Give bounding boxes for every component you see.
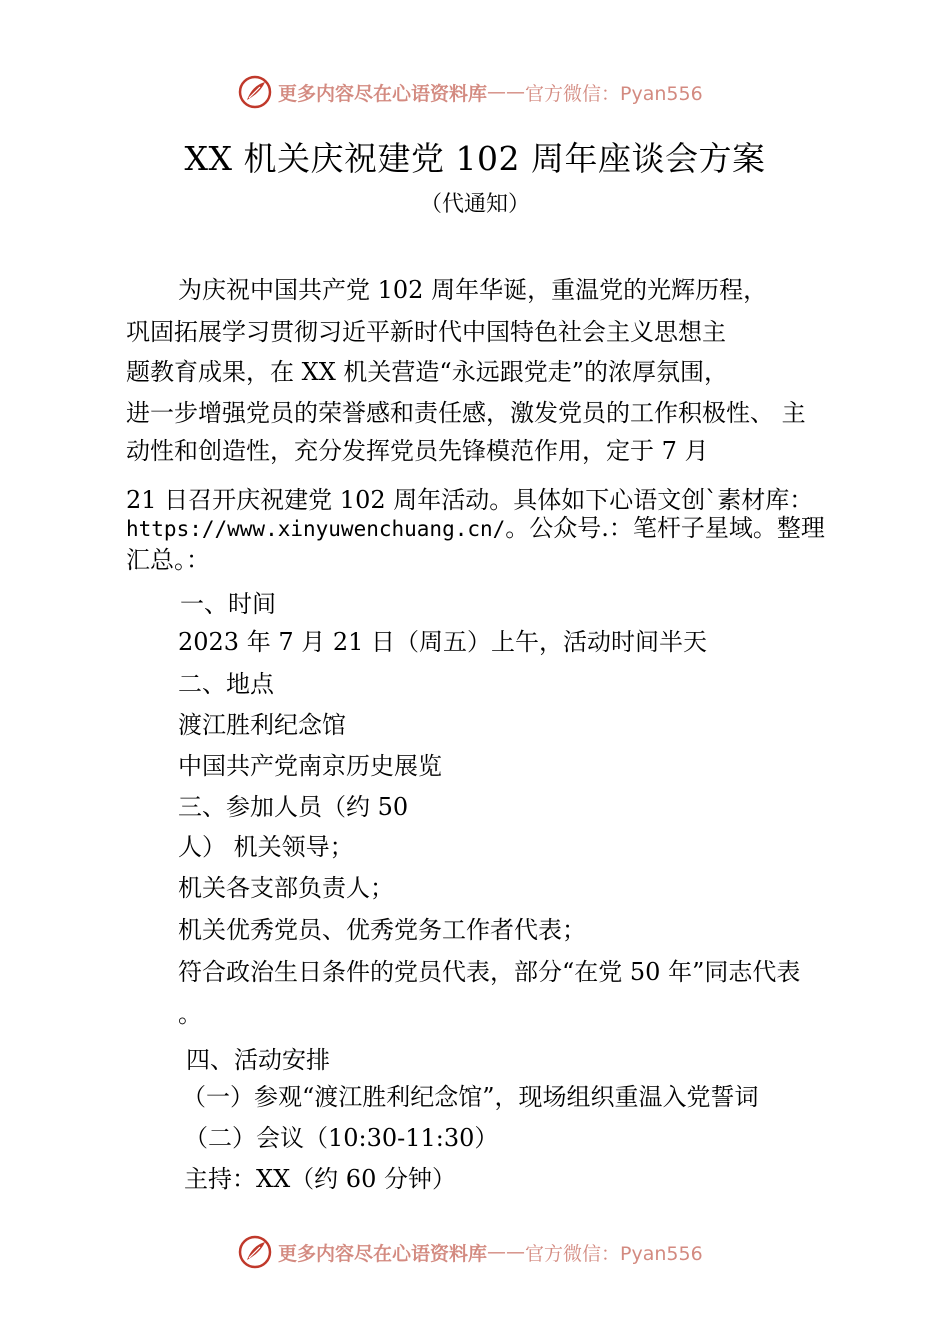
watermark-dash: —— [487, 1241, 526, 1263]
intro-line: 巩固拓展学习贯彻习近平新时代中国特色社会主义思想主 [126, 318, 726, 346]
section-line: 。 [178, 1000, 202, 1028]
intro-line: 题教育成果，在 XX 机关营造“永远跟党走”的浓厚氛围， [126, 358, 728, 386]
watermark-dash: —— [487, 81, 526, 103]
section-line: （一）参观“渡江胜利纪念馆”，现场组织重温入党誓词 [182, 1083, 759, 1111]
header-watermark [238, 72, 703, 112]
section-line: 机关优秀党员、优秀党务工作者代表； [178, 916, 586, 944]
section-schedule-heading: 四、活动安排 [186, 1046, 330, 1074]
intro-url: https://www.xinyuwenchuang.cn/ [126, 517, 506, 541]
footer-watermark [238, 1232, 703, 1272]
intro-line: 动性和创造性，充分发挥党员先锋模范作用，定于 7 月 [126, 437, 709, 465]
section-line: 2023 年 7 月 21 日（周五）上午，活动时间半天 [178, 628, 708, 656]
section-line: 机关各支部负责人； [178, 874, 394, 902]
section-line: 中国共产党南京历史展览 [178, 752, 442, 780]
intro-url-line [126, 508, 825, 543]
watermark-brand: 更多内容尽在心语资料库 [278, 82, 488, 105]
intro-url-after: 。公众号.：笔杆子星域。整理 [505, 514, 825, 542]
watermark-wechat: 官方微信：Pyan556 [525, 82, 703, 105]
section-line: 符合政治生日条件的党员代表，部分“在党 50 年”同志代表 [178, 958, 801, 986]
intro-line: 汇总。： [126, 546, 210, 574]
document-title: XX 机关庆祝建党 102 周年座谈会方案 [184, 139, 766, 178]
section-line: 主持：XX（约 60 分钟） [184, 1165, 456, 1193]
section-place-heading: 二、地点 [178, 670, 274, 698]
intro-line: 21 日召开庆祝建党 102 周年活动。具体如下心语文创`素材库： [126, 486, 814, 514]
intro-line: 为庆祝中国共产党 102 周年华诞，重温党的光辉历程， [178, 276, 768, 304]
watermark-brand: 更多内容尽在心语资料库 [278, 1242, 488, 1265]
watermark-wechat: 官方微信：Pyan556 [525, 1242, 703, 1265]
section-line: 渡江胜利纪念馆 [178, 711, 346, 739]
section-line: （二）会议（10:30-11:30） [184, 1124, 499, 1152]
section-line: 人） 机关领导； [178, 833, 354, 861]
document-subtitle: （代通知） [419, 192, 530, 217]
section-attendees-heading: 三、参加人员（约 50 [178, 793, 409, 821]
feather-seal-icon [238, 1235, 272, 1269]
intro-line: 进一步增强党员的荣誉感和责任感，激发党员的工作积极性、 主 [126, 399, 806, 427]
feather-seal-icon [238, 75, 272, 109]
section-time-heading: 一、时间 [180, 590, 276, 618]
